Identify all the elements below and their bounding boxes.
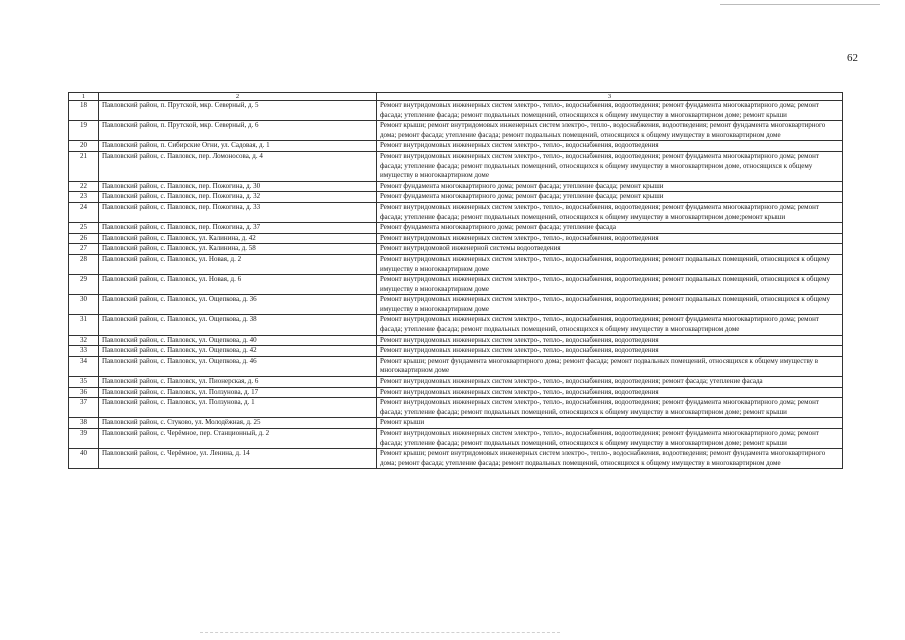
row-address: Павловский район, с. Павловск, ул. Калинина, д. 58 (99, 244, 377, 255)
row-number: 21 (69, 151, 99, 181)
row-number: 24 (69, 202, 99, 222)
table-row (69, 418, 843, 429)
row-work-description: Ремонт внутридомовых инженерных систем электро-, тепло-, водоснабжения, водоотведения (377, 141, 843, 152)
column-header-number: 1 (69, 93, 99, 101)
table-row (69, 151, 843, 181)
table-row (69, 233, 843, 244)
row-number: 40 (69, 449, 99, 469)
row-address: Павловский район, с. Павловск, пер. Пожогина, д. 37 (99, 223, 377, 234)
row-address: Павловский район, с. Павловск, ул. Ощепкова, д. 38 (99, 315, 377, 335)
header-row (69, 93, 843, 101)
top-edge-rule (720, 4, 880, 5)
row-number: 28 (69, 254, 99, 274)
table-row (69, 254, 843, 274)
row-number: 38 (69, 418, 99, 429)
row-number: 26 (69, 233, 99, 244)
table-row (69, 244, 843, 255)
row-address: Павловский район, с. Павловск, ул. Ползунова, д. 17 (99, 387, 377, 398)
row-number: 32 (69, 335, 99, 346)
row-work-description: Ремонт внутридомовых инженерных систем электро-, тепло-, водоснабжения, водоотведения (377, 387, 843, 398)
row-address: Павловский район, с. Павловск, пер. Пожогина, д. 32 (99, 192, 377, 203)
row-number: 33 (69, 346, 99, 357)
row-number: 35 (69, 377, 99, 388)
row-work-description: Ремонт внутридомовой инженерной системы водоотведения (377, 244, 843, 255)
row-address: Павловский район, с. Павловск, пер. Ломоносова, д. 4 (99, 151, 377, 181)
table-row (69, 223, 843, 234)
row-address: Павловский район, с. Черёмное, ул. Ленина, д. 14 (99, 449, 377, 469)
table-row (69, 398, 843, 418)
column-header-work: 3 (377, 93, 843, 101)
row-work-description: Ремонт внутридомовых инженерных систем электро-, тепло-, водоснабжения, водоотведения; ремонт фундамента многоквартирного дома; ремонт фасада; утепление фасада; ремонт подвальных помещений, относящихся к общему имуществу в многоквартирном доме; ремонт крыши (377, 429, 843, 449)
row-number: 39 (69, 429, 99, 449)
table-row (69, 121, 843, 141)
repair-program-table (68, 92, 843, 469)
row-number: 30 (69, 295, 99, 315)
table-row (69, 192, 843, 203)
row-work-description: Ремонт фундамента многоквартирного дома; ремонт фасада; утепление фасада (377, 223, 843, 234)
row-number: 19 (69, 121, 99, 141)
page-number: 62 (847, 52, 858, 64)
table-row (69, 275, 843, 295)
row-number: 27 (69, 244, 99, 255)
row-address: Павловский район, с. Павловск, ул. Новая, д. 6 (99, 275, 377, 295)
row-work-description: Ремонт крыши; ремонт фундамента многоквартирного дома; ремонт фасада; ремонт подвальных помещений, относящихся к общему имуществу в многоквартирном доме (377, 356, 843, 376)
row-number: 31 (69, 315, 99, 335)
row-address: Павловский район, с. Павловск, пер. Пожогина, д. 33 (99, 202, 377, 222)
row-number: 36 (69, 387, 99, 398)
row-address: Павловский район, с. Павловск, ул. Новая, д. 2 (99, 254, 377, 274)
row-number: 34 (69, 356, 99, 376)
row-address: Павловский район, с. Павловск, ул. Ощепкова, д. 40 (99, 335, 377, 346)
table-row (69, 387, 843, 398)
row-work-description: Ремонт внутридомовых инженерных систем электро-, тепло-, водоснабжения, водоотведения; ремонт подвальных помещений, относящихся к общему имуществу в многоквартирном доме (377, 295, 843, 315)
row-work-description: Ремонт внутридомовых инженерных систем электро-, тепло-, водоснабжения, водоотведения; ремонт фундамента многоквартирного дома; ремонт фасада; утепление фасада; ремонт подвальных помещений, относящихся к общему имуществу в многоквартирном доме; ремонт крыши (377, 101, 843, 121)
row-work-description: Ремонт внутридомовых инженерных систем электро-, тепло-, водоснабжения, водоотведения (377, 335, 843, 346)
row-address: Павловский район, с. Черёмное, пер. Станционный, д. 2 (99, 429, 377, 449)
table-body (69, 93, 843, 469)
table-row (69, 377, 843, 388)
row-address: Павловский район, с. Павловск, ул. Ощепкова, д. 42 (99, 346, 377, 357)
table-row (69, 101, 843, 121)
row-work-description: Ремонт внутридомовых инженерных систем электро-, тепло-, водоснабжения, водоотведения (377, 346, 843, 357)
row-address: Павловский район, п. Прутской, мкр. Северный, д. 6 (99, 121, 377, 141)
row-address: Павловский район, с. Павловск, ул. Ползунова, д. 1 (99, 398, 377, 418)
row-work-description: Ремонт внутридомовых инженерных систем электро-, тепло-, водоснабжения, водоотведения; ремонт фундамента многоквартирного дома; ремонт фасада; утепление фасада; ремонт подвальных помещений, относящихся к общему имуществу в многоквартирном доме; ремонт крыши (377, 398, 843, 418)
row-work-description: Ремонт фундамента многоквартирного дома; ремонт фасада; утепление фасада; ремонт крыши (377, 192, 843, 203)
row-work-description: Ремонт крыши; ремонт внутридомовых инженерных систем электро-, тепло-, водоснабжения, водоотведения; ремонт фундамента многоквартирного дома; ремонт фасада; утепление фасада; ремонт подвальных помещений, относящихся к общему имуществу в многоквартирном доме (377, 121, 843, 141)
table-row (69, 356, 843, 376)
table-row (69, 295, 843, 315)
row-work-description: Ремонт внутридомовых инженерных систем электро-, тепло-, водоснабжения, водоотведения; ремонт фундамента многоквартирного дома; ремонт фасада; утепление фасада; ремонт подвальных помещений, относящихся к общему имуществу в многоквартирном доме (377, 315, 843, 335)
table-row (69, 141, 843, 152)
table-row (69, 202, 843, 222)
row-address: Павловский район, с. Павловск, пер. Пожогина, д. 30 (99, 181, 377, 192)
table-row (69, 346, 843, 357)
row-work-description: Ремонт крыши; ремонт внутридомовых инженерных систем электро-, тепло-, водоснабжения, водоотведения; ремонт фундамента многоквартирного дома; ремонт фасада; утепление фасада; ремонт подвальных помещений, относящихся к общему имуществу в многоквартирном доме (377, 449, 843, 469)
row-number: 25 (69, 223, 99, 234)
column-header-address: 2 (99, 93, 377, 101)
row-address: Павловский район, п. Прутской, мкр. Северный, д. 5 (99, 101, 377, 121)
row-address: Павловский район, с. Павловск, ул. Ощепкова, д. 46 (99, 356, 377, 376)
bottom-edge-rule (200, 632, 560, 633)
row-number: 18 (69, 101, 99, 121)
row-address: Павловский район, с. Павловск, ул. Пионерская, д. 6 (99, 377, 377, 388)
row-number: 37 (69, 398, 99, 418)
row-number: 22 (69, 181, 99, 192)
table-row (69, 315, 843, 335)
table-row (69, 429, 843, 449)
row-work-description: Ремонт внутридомовых инженерных систем электро-, тепло-, водоснабжения, водоотведения (377, 233, 843, 244)
table-row (69, 181, 843, 192)
row-work-description: Ремонт внутридомовых инженерных систем электро-, тепло-, водоснабжения, водоотведения; ремонт фундамента многоквартирного дома; ремонт фасада; утепление фасада; ремонт подвальных помещений, относящихся к общему имуществу в многоквартирном доме;ремонт крыши (377, 202, 843, 222)
row-work-description: Ремонт крыши (377, 418, 843, 429)
row-work-description: Ремонт внутридомовых инженерных систем электро-, тепло-, водоснабжения, водоотведения; ремонт фасада; утепление фасада (377, 377, 843, 388)
row-work-description: Ремонт внутридомовых инженерных систем электро-, тепло-, водоснабжения, водоотведения; ремонт фундамента многоквартирного дома; ремонт фасада; утепление фасада; ремонт подвальных помещений, относящихся к общему имуществу в многоквартирном доме, относящихся к общему имуществу в многоквартирном доме (377, 151, 843, 181)
row-work-description: Ремонт внутридомовых инженерных систем электро-, тепло-, водоснабжения, водоотведения; ремонт подвальных помещений, относящихся к общему имуществу в многоквартирном доме (377, 254, 843, 274)
row-address: Павловский район, с. Павловск, ул. Ощепкова, д. 36 (99, 295, 377, 315)
row-number: 20 (69, 141, 99, 152)
row-work-description: Ремонт внутридомовых инженерных систем электро-, тепло-, водоснабжения, водоотведения; ремонт подвальных помещений, относящихся к общему имуществу в многоквартирном доме (377, 275, 843, 295)
row-address: Павловский район, с. Павловск, ул. Калинина, д. 42 (99, 233, 377, 244)
table-row (69, 449, 843, 469)
row-number: 23 (69, 192, 99, 203)
row-work-description: Ремонт фундамента многоквартирного дома; ремонт фасада; утепление фасада; ремонт крыши (377, 181, 843, 192)
row-address: Павловский район, с. Стуково, ул. Молодёжная, д. 25 (99, 418, 377, 429)
row-number: 29 (69, 275, 99, 295)
row-address: Павловский район, п. Сибирские Огни, ул. Садовая, д. 1 (99, 141, 377, 152)
table-row (69, 335, 843, 346)
